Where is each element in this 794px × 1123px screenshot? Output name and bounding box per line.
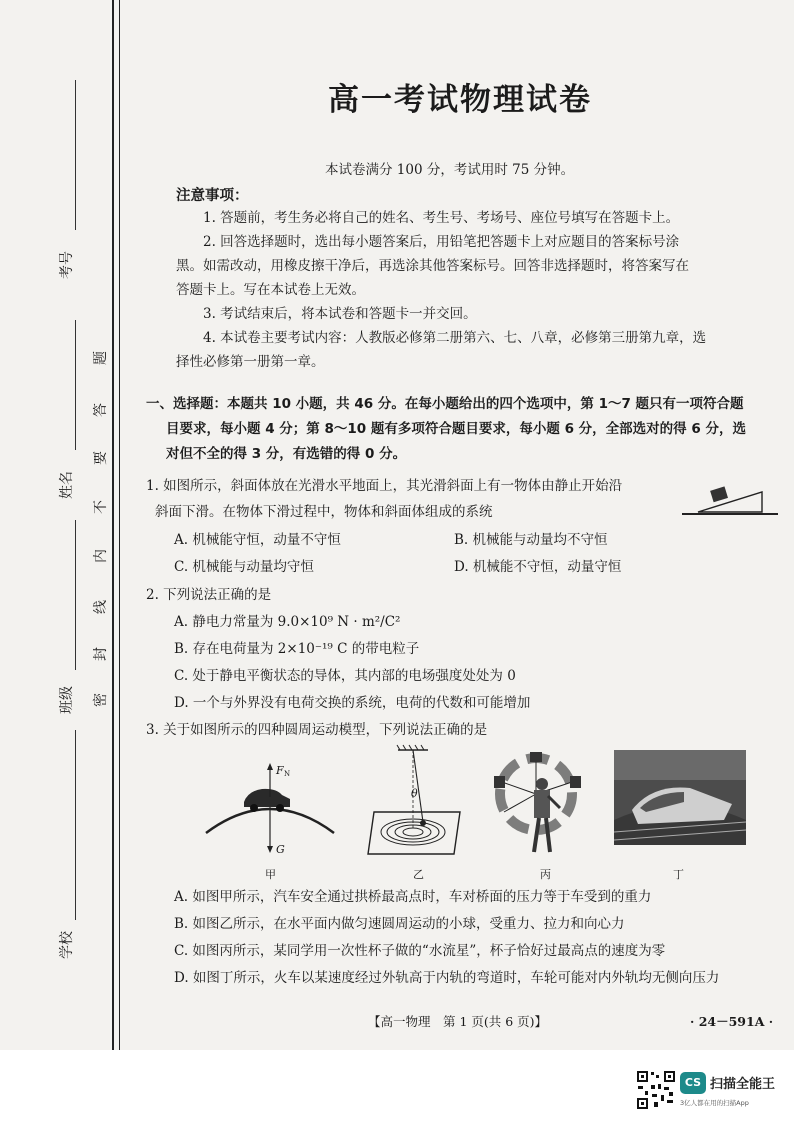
q3-option-c: C. 如图丙所示，某同学用一次性杯子做的“水流星”，杯子恰好过最高点的速度为零 — [174, 943, 666, 959]
caption-ding: 丁 — [673, 868, 684, 881]
seal-char: 密 — [93, 693, 109, 707]
school-underline — [75, 730, 76, 920]
exam-code: · 24－591A · — [690, 1014, 774, 1029]
section-line: 对但不全的得 3 分，有选错的得 0 分。 — [166, 446, 407, 462]
q1-option-c: C. 机械能与动量均守恒 — [174, 559, 314, 575]
q3-option-b: B. 如图乙所示，在水平面内做匀速圆周运动的小球，受重力、拉力和向心力 — [174, 916, 625, 932]
fig-label-fn-sub: N — [284, 770, 291, 778]
q1-option-a: A. 机械能守恒，动量不守恒 — [174, 532, 341, 548]
section-line: 目要求，每小题 4 分；第 8～10 题有多项符合题目要求，每小题 6 分，全部选对的得 6 分，选 — [166, 421, 746, 437]
qr-code-icon — [636, 1070, 676, 1110]
seal-char: 要 — [93, 451, 109, 465]
section-choice-heading — [146, 392, 786, 467]
binding-line-outer — [112, 0, 114, 1050]
q1-stem: 1. 如图所示，斜面体放在光滑水平地面上，其光滑斜面上有一物体由静止开始沿 — [146, 478, 623, 494]
exam-title: 高一考试物理试卷 — [328, 82, 592, 118]
incline-figure — [680, 466, 780, 522]
fig-ding-train-curve — [614, 750, 746, 845]
fig-jia-arch-bridge — [200, 755, 340, 860]
q2-option-a: A. 静电力常量为 9.0×10⁹ N · m²/C² — [174, 614, 401, 630]
class-label: 班级 — [59, 686, 75, 714]
notice-line: 2. 回答选择题时，选出每小题答案后，用铅笔把答题卡上对应题目的答案标号涂 — [203, 234, 680, 250]
camscanner-logo-icon: CS — [680, 1072, 706, 1094]
q2-stem: 2. 下列说法正确的是 — [146, 587, 272, 603]
q1-option-d: D. 机械能不守恒，动量守恒 — [454, 559, 622, 575]
q2-option-c: C. 处于静电平衡状态的导体，其内部的电场强度处处为 0 — [174, 668, 516, 684]
seal-char: 答 — [93, 403, 109, 417]
q2-option-b: B. 存在电荷量为 2×10⁻¹⁹ C 的带电粒子 — [174, 641, 420, 657]
notice-line: 3. 考试结束后，将本试卷和答题卡一并交回。 — [203, 306, 477, 322]
section-line: 一、选择题：本题共 10 小题，共 46 分。在每小题给出的四个选项中，第 1～7 题只有一项符合题 — [146, 396, 744, 412]
name-label: 姓名 — [59, 471, 75, 499]
notice-line: 择性必修第一册第一章。 — [176, 354, 325, 370]
notice-heading: 注意事项： — [176, 188, 249, 204]
caption-bing: 丙 — [540, 868, 551, 881]
seal-char: 封 — [93, 647, 109, 661]
notice-line: 1. 答题前，考生务必将自己的姓名、考生号、考场号、座位号填写在答题卡上。 — [203, 210, 680, 226]
camscanner-tagline: 3亿人都在用的扫描App — [680, 1099, 749, 1107]
seal-char: 内 — [93, 549, 109, 563]
notice-line: 4. 本试卷主要考试内容：人教版必修第二册第六、七、八章，必修第三册第九章，选 — [203, 330, 707, 346]
fig-label-g: G — [276, 843, 285, 856]
exam-no-label: 考号 — [59, 251, 75, 279]
camscanner-name: 扫描全能王 — [710, 1077, 776, 1092]
seal-char: 题 — [93, 351, 109, 365]
seal-char: 线 — [93, 600, 109, 614]
fig-label-fn: F — [276, 764, 284, 777]
binding-line-inner — [119, 0, 120, 1050]
caption-yi: 乙 — [413, 868, 424, 881]
page-footer: 【高一物理 第 1 页(共 6 页)】 — [368, 1014, 548, 1029]
q3-stem: 3. 关于如图所示的四种圆周运动模型，下列说法正确的是 — [146, 722, 488, 738]
notice-line: 黑。如需改动，用橡皮擦干净后，再选涂其他答案标号。回答非选择题时，将答案写在 — [176, 258, 689, 274]
fig-label-theta: θ — [411, 787, 418, 800]
exam-no-underline — [75, 80, 76, 230]
name-underline — [75, 320, 76, 450]
class-underline — [75, 520, 76, 670]
q2-option-d: D. 一个与外界没有电荷交换的系统，电荷的代数和可能增加 — [174, 695, 531, 711]
exam-subtitle: 本试卷满分 100 分，考试用时 75 分钟。 — [325, 162, 575, 178]
fig-bing-water-cup — [490, 748, 590, 860]
notice-line: 答题卡上。写在本试卷上无效。 — [176, 282, 365, 298]
fig-yi-conical-pendulum — [360, 742, 470, 860]
q3-option-d: D. 如图丁所示，火车以某速度经过外轨高于内轨的弯道时，车轮可能对内外轨均无侧向压力 — [174, 970, 720, 986]
seal-char: 不 — [93, 500, 109, 514]
school-label: 学校 — [59, 931, 75, 959]
q1-option-b: B. 机械能与动量均不守恒 — [454, 532, 608, 548]
caption-jia: 甲 — [265, 868, 276, 881]
q3-option-a: A. 如图甲所示，汽车安全通过拱桥最高点时，车对桥面的压力等于车受到的重力 — [174, 889, 652, 905]
q1-stem: 斜面下滑。在物体下滑过程中，物体和斜面体组成的系统 — [155, 504, 493, 520]
